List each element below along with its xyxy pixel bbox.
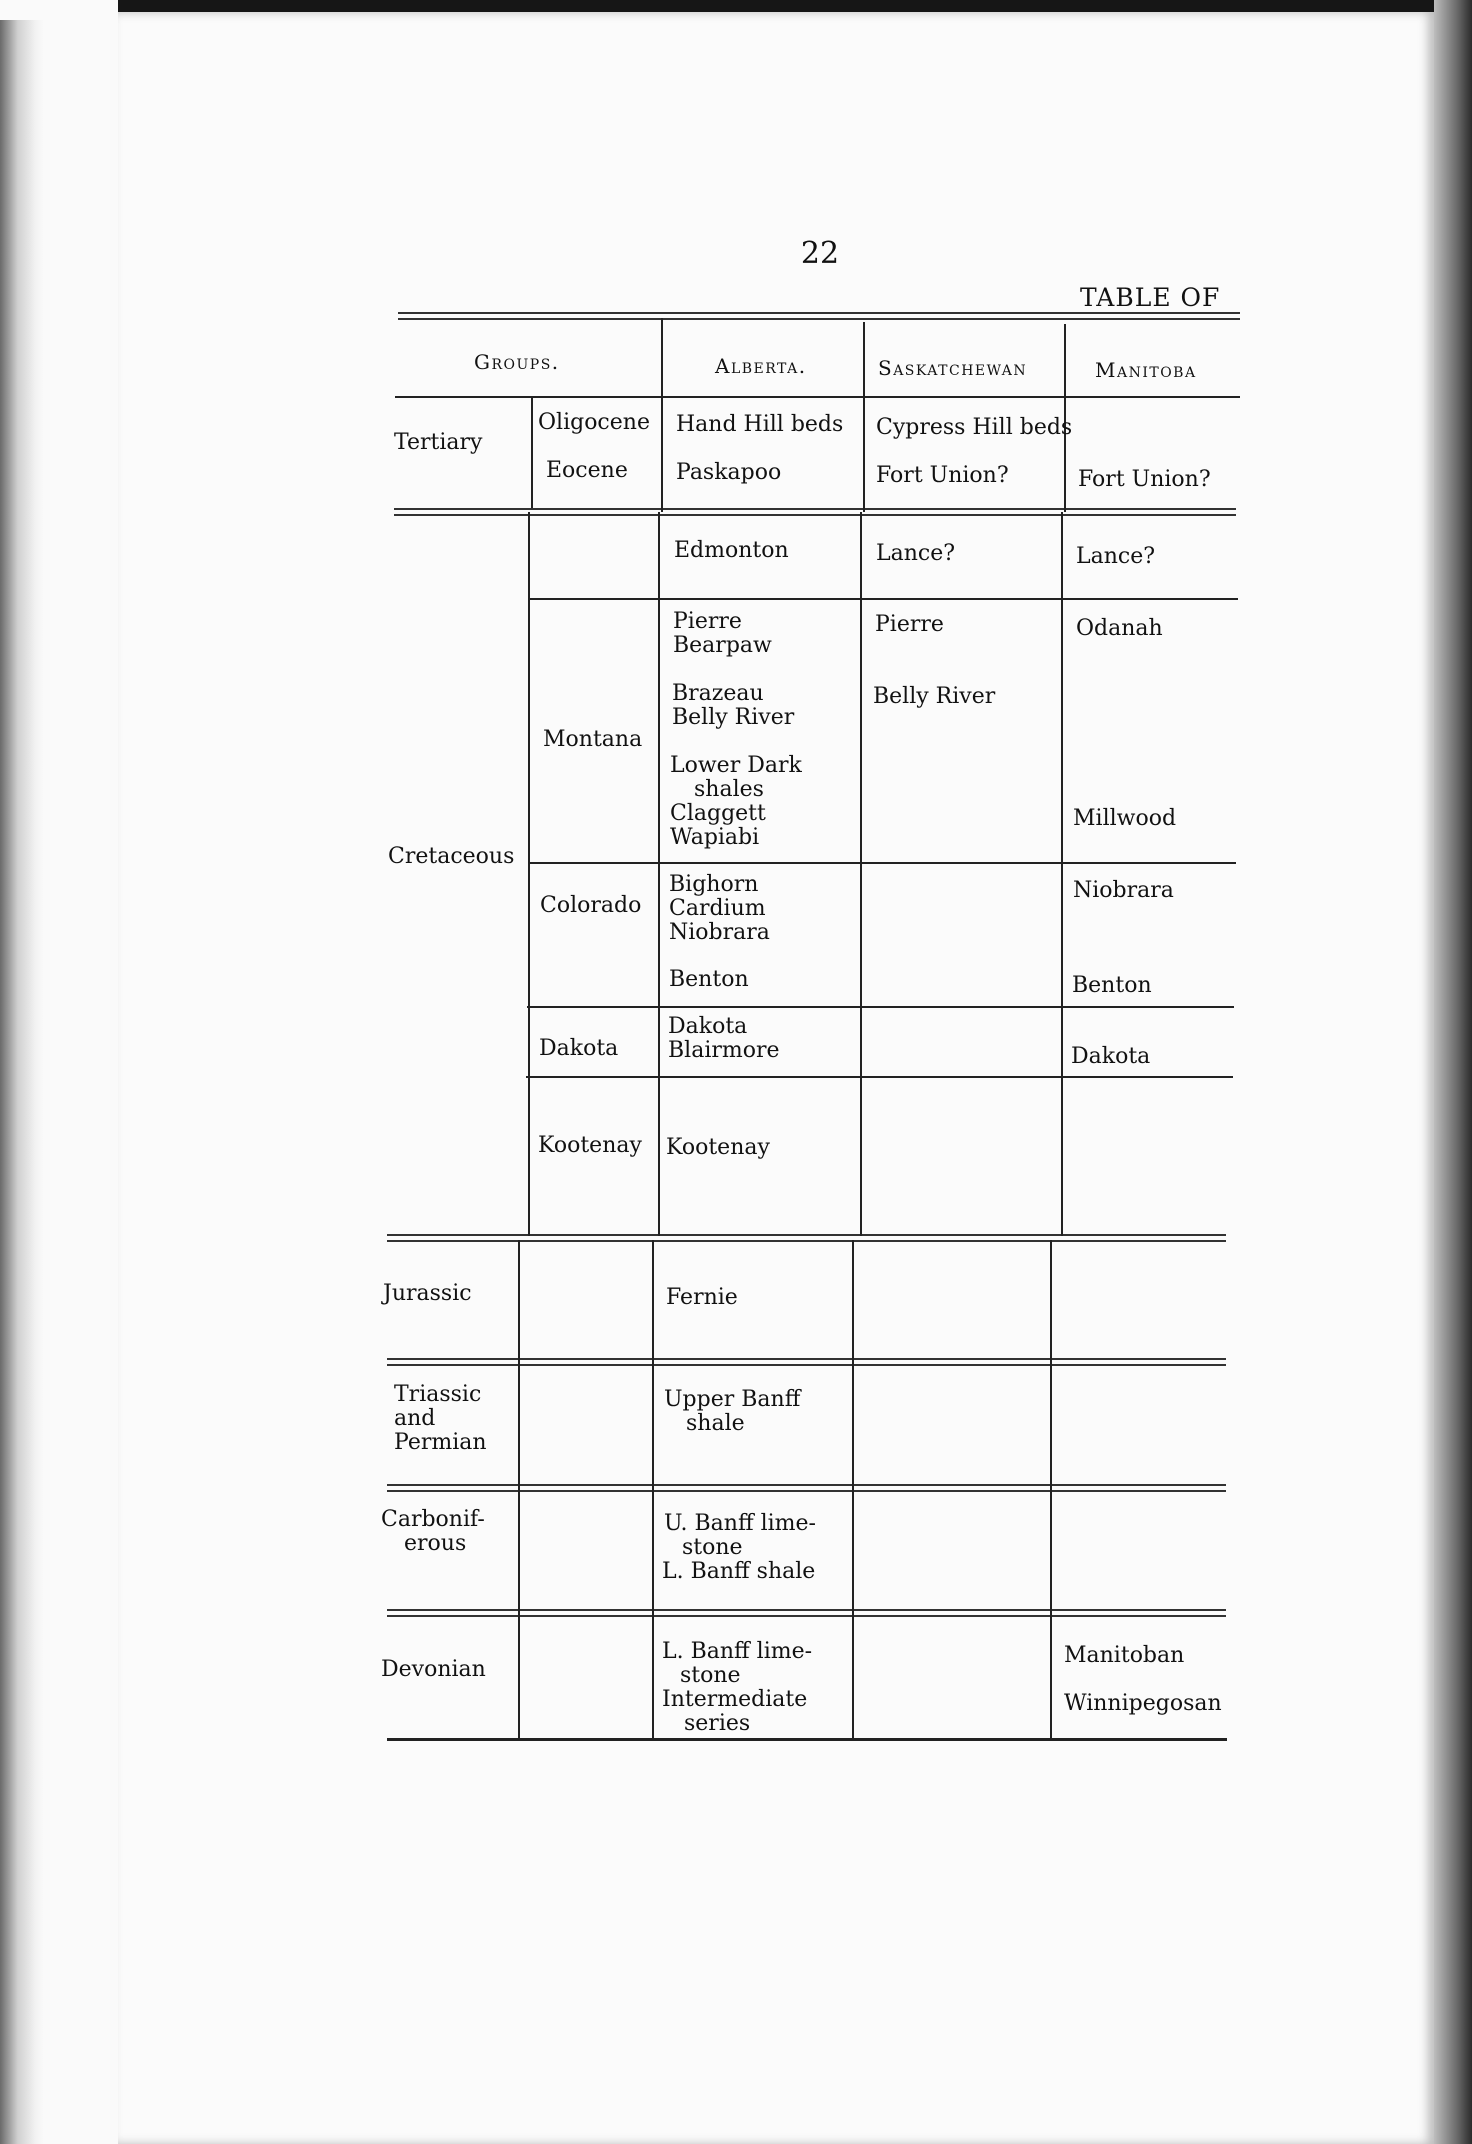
rule-jurassic-bottom: [387, 1358, 1226, 1366]
alberta-brazeau: Brazeau: [672, 681, 764, 706]
sub-oligocene: Oligocene: [538, 410, 650, 435]
rule-dakota-bottom: [526, 1076, 1233, 1078]
group-tertiary: Tertiary: [394, 430, 483, 455]
rule-carboniferous-bottom: [387, 1609, 1226, 1617]
alberta-l-banff-stone: stone: [680, 1663, 741, 1688]
sask-fort-union: Fort Union?: [876, 463, 1009, 488]
alberta-u-banff-limestone: U. Banff lime-: [664, 1511, 816, 1536]
col-line-alberta: [661, 318, 663, 512]
col-line-subgroup: [528, 512, 530, 1236]
alberta-benton: Benton: [669, 967, 749, 992]
alberta-hand-hill: Hand Hill beds: [676, 412, 844, 437]
sub-colorado: Colorado: [540, 893, 642, 918]
sub-dakota: Dakota: [539, 1036, 619, 1061]
rule-triassic-bottom: [387, 1484, 1226, 1492]
alberta-l-banff-limestone: L. Banff lime-: [662, 1639, 813, 1664]
col-line-saskatchewan: [863, 322, 865, 512]
alberta-niobrara: Niobrara: [669, 920, 770, 945]
group-carboniferous-2: erous: [404, 1531, 467, 1556]
scan-left-margin: [0, 0, 118, 2144]
manitoba-millwood: Millwood: [1073, 806, 1177, 831]
header-saskatchewan: Saskatchewan: [878, 356, 1028, 380]
alberta-belly-river: Belly River: [672, 705, 795, 730]
alberta-kootenay: Kootenay: [666, 1135, 770, 1160]
manitoba-manitoban: Manitoban: [1064, 1643, 1185, 1668]
group-devonian: Devonian: [381, 1657, 486, 1682]
header-groups: Groups.: [474, 350, 560, 374]
alberta-fernie: Fernie: [666, 1285, 738, 1310]
manitoba-niobrara: Niobrara: [1073, 878, 1174, 903]
sask-belly-river: Belly River: [873, 684, 996, 709]
alberta-dakota: Dakota: [668, 1014, 748, 1039]
alberta-intermediate-series: series: [684, 1711, 751, 1736]
rule-montana-bottom: [528, 862, 1236, 864]
group-carboniferous: Carbonif-: [381, 1507, 485, 1532]
rule-header-bottom: [395, 396, 1240, 398]
rule-tertiary-bottom: [394, 508, 1236, 516]
alberta-pierre: Pierre: [673, 609, 742, 634]
group-triassic: Triassic: [394, 1382, 482, 1407]
rule-table-bottom: [387, 1738, 1227, 1741]
group-permian: Permian: [394, 1430, 487, 1455]
sub-eocene: Eocene: [546, 458, 628, 483]
col-line-saskatchewan: [860, 512, 862, 1236]
col-line-manitoba: [1061, 512, 1063, 1236]
alberta-wapiabi: Wapiabi: [670, 825, 760, 850]
alberta-lower-dark: Lower Dark: [670, 753, 802, 778]
manitoba-odanah: Odanah: [1076, 616, 1163, 641]
header-alberta: Alberta.: [715, 354, 807, 378]
header-manitoba: Manitoba: [1095, 358, 1197, 382]
group-triassic-and: and: [394, 1406, 436, 1431]
alberta-l-banff-shale: L. Banff shale: [662, 1559, 816, 1584]
rule-top: [398, 312, 1240, 320]
alberta-cardium: Cardium: [669, 896, 766, 921]
sask-lance: Lance?: [876, 541, 956, 566]
col-line-alberta: [652, 1240, 654, 1740]
alberta-u-banff-stone: stone: [682, 1535, 743, 1560]
alberta-bighorn: Bighorn: [669, 872, 759, 897]
table-title: TABLE OF: [1080, 283, 1221, 312]
sub-montana: Montana: [543, 727, 643, 752]
page: [118, 12, 1434, 2144]
alberta-claggett: Claggett: [670, 801, 766, 826]
alberta-paskapoo: Paskapoo: [676, 460, 782, 485]
alberta-upper-banff-shale: shale: [686, 1411, 745, 1436]
rule-cretaceous-bottom: [387, 1234, 1226, 1242]
col-line-manitoba: [1050, 1240, 1052, 1740]
rule-edmonton-bottom: [530, 598, 1238, 600]
sask-cypress-hill: Cypress Hill beds: [876, 415, 1073, 440]
alberta-bearpaw: Bearpaw: [673, 633, 772, 658]
col-line-subgroup: [531, 398, 533, 508]
manitoba-dakota: Dakota: [1071, 1044, 1151, 1069]
col-line-subgroup: [518, 1240, 520, 1740]
manitoba-lance: Lance?: [1076, 544, 1156, 569]
group-jurassic: Jurassic: [383, 1281, 472, 1306]
alberta-blairmore: Blairmore: [668, 1038, 780, 1063]
page-number: 22: [800, 236, 840, 271]
alberta-intermediate: Intermediate: [662, 1687, 808, 1712]
scan-right-edge: [1434, 0, 1472, 2144]
manitoba-winnipegosan: Winnipegosan: [1064, 1691, 1222, 1716]
rule-colorado-bottom: [527, 1006, 1234, 1008]
group-cretaceous: Cretaceous: [388, 844, 515, 869]
col-line-saskatchewan: [852, 1240, 854, 1740]
alberta-lower-dark-shales: shales: [694, 777, 764, 802]
alberta-edmonton: Edmonton: [674, 538, 789, 563]
sask-pierre: Pierre: [875, 612, 944, 637]
scan-top-edge: [0, 0, 1472, 12]
manitoba-fort-union: Fort Union?: [1078, 467, 1211, 492]
col-line-alberta: [658, 512, 660, 1236]
sub-kootenay: Kootenay: [538, 1133, 642, 1158]
manitoba-benton: Benton: [1072, 973, 1152, 998]
alberta-upper-banff: Upper Banff: [664, 1387, 801, 1412]
